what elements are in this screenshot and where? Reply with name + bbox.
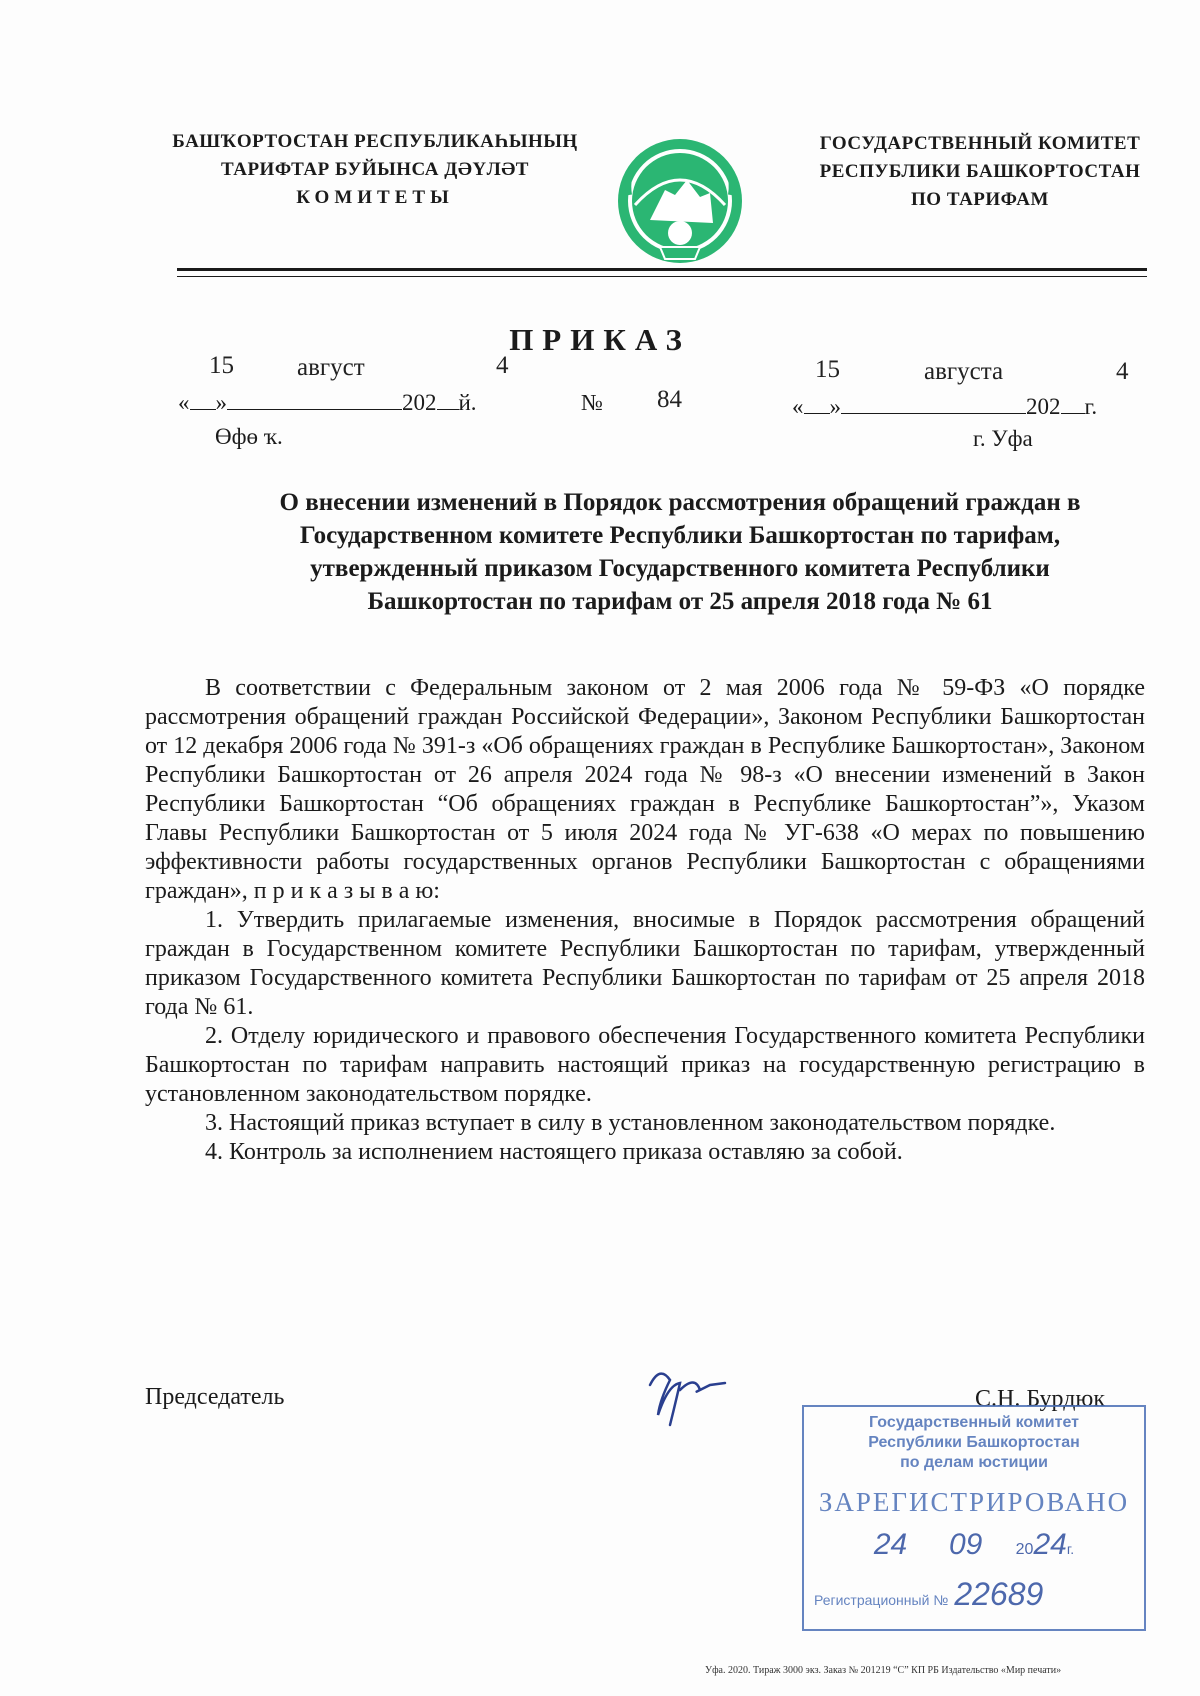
order-item: 1. Утвердить прилагаемые изменения, вносимые в Порядок рассмотрения обращений граждан в Государственном комитете Республики Башкортостан по тарифам, утвержденный приказом Государственного комитета Республики Башкортостан по тарифам от 25 апреля 2018 года № 61. [145, 907, 1145, 1020]
right-date-day: 15 [815, 356, 840, 383]
left-city: Өфө ҡ. [215, 424, 283, 449]
left-date-close-quote: » [215, 390, 227, 415]
header-left-line: ТАРИФТАР БУЙЫНСА ДӘҮЛӘТ [221, 159, 529, 180]
stamp-date-year: 24 [1033, 1528, 1067, 1561]
header-left-line: БАШҠОРТОСТАН РЕСПУБЛИКАҺЫНЫҢ [172, 131, 578, 152]
header-divider-thin [177, 276, 1147, 277]
print-footer: Уфа. 2020. Тираж 3000 экз. Заказ № 201219 “С” КП РБ Издательство «Мир печати» [705, 1665, 1062, 1676]
stamp-org-line: Республики Башкортостан [868, 1434, 1080, 1451]
right-date-month: августа [924, 358, 1004, 385]
order-number-sign: № [581, 390, 603, 415]
order-item: 3. Настоящий приказ вступает в силу в установленном законодательством порядке. [205, 1110, 1056, 1136]
header-right-line: ГОСУДАРСТВЕННЫЙ КОМИТЕТ [819, 133, 1141, 154]
bashkortostan-coat-of-arms-icon [615, 135, 745, 270]
stamp-date [804, 1528, 1144, 1562]
title-line: Башкортостан по тарифам от 25 апреля 2018 года № 61 [367, 588, 993, 615]
document-heading: ПРИКАЗ [509, 322, 691, 357]
right-date-open-quote: « [792, 394, 804, 419]
signatory-name: С.Н. Бурдюк [975, 1386, 1106, 1412]
order-number: 84 [657, 386, 682, 413]
left-date-day: 15 [209, 352, 234, 379]
right-date-year-digit: 4 [1116, 358, 1129, 385]
document-title [200, 486, 1160, 618]
left-date-month: август [297, 354, 365, 381]
stamp-org [804, 1413, 1144, 1473]
handwritten-signature [640, 1355, 730, 1440]
stamp-regno-value: 22689 [954, 1576, 1044, 1612]
title-line: утвержденный приказом Государственного комитета Республики [310, 555, 1050, 582]
stamp-date-month: 09 [948, 1528, 983, 1561]
right-date-close-quote: » [829, 394, 841, 419]
title-line: О внесении изменений в Порядок рассмотрения обращений граждан в [279, 489, 1081, 516]
header-right-russian [780, 130, 1180, 214]
stamp-regno-label: Регистрационный № [814, 1592, 949, 1608]
stamp-date-day: 24 [873, 1528, 908, 1561]
document-body [145, 674, 1145, 1167]
stamp-org-line: по делам юстиции [900, 1454, 1048, 1471]
header-left-line: КОМИТЕТЫ [296, 187, 454, 208]
left-date-year-suffix: й. [458, 390, 477, 415]
registration-stamp [802, 1405, 1146, 1631]
header-right-line: РЕСПУБЛИКИ БАШКОРТОСТАН [819, 161, 1141, 182]
order-item: 2. Отделу юридического и правового обеспечения Государственного комитета Республики Башкортостан по тарифам направить настоящий приказ на государственную регистрацию в установленном законодательством порядке. [145, 1023, 1145, 1107]
right-city: г. Уфа [973, 426, 1033, 451]
stamp-status: ЗАРЕГИСТРИРОВАНО [818, 1487, 1130, 1517]
stamp-org-line: Государственный комитет [869, 1414, 1079, 1431]
stamp-date-year-prefix: 20 [1015, 1541, 1034, 1558]
preamble-paragraph: В соответствии с Федеральным законом от 2 мая 2006 года № 59-ФЗ «О порядке рассмотрения обращений граждан Российской Федерации», Законом Республики Башкортостан от 12 декабря 2006 года № 391-з «Об обращениях граждан в Республике Башкортостан», Законом Республики Башкортостан от 26 апреля 2024 года № 98-з «О внесении изменений в Закон Республики Башкортостан “Об обращениях граждан в Республике Башкортостан”», Указом Главы Республики Башкортостан от 5 июля 2024 года № УГ-638 «О мерах по повышению эффективности работы государственных органов Республики Башкортостан с обращениями граждан», п р и к а з ы в а ю: [145, 675, 1145, 904]
left-date-year-digit: 4 [496, 352, 509, 379]
signatory-position: Председатель [145, 1384, 285, 1410]
left-date-line [178, 390, 477, 416]
header-divider-thick [177, 268, 1147, 271]
title-line: Государственном комитете Республики Башкортостан по тарифам, [299, 522, 1061, 549]
left-date-open-quote: « [178, 390, 190, 415]
stamp-regno [804, 1576, 1144, 1613]
left-date-year-prefix: 202 [402, 390, 437, 415]
right-date-line [792, 394, 1097, 420]
stamp-date-year-suffix: г. [1066, 1541, 1075, 1557]
header-left-bashkir [150, 128, 600, 212]
right-date-year-suffix: г. [1084, 394, 1098, 419]
right-date-year-prefix: 202 [1026, 394, 1061, 419]
order-item: 4. Контроль за исполнением настоящего приказа оставляю за собой. [205, 1139, 903, 1165]
header-right-line: ПО ТАРИФАМ [911, 189, 1049, 210]
